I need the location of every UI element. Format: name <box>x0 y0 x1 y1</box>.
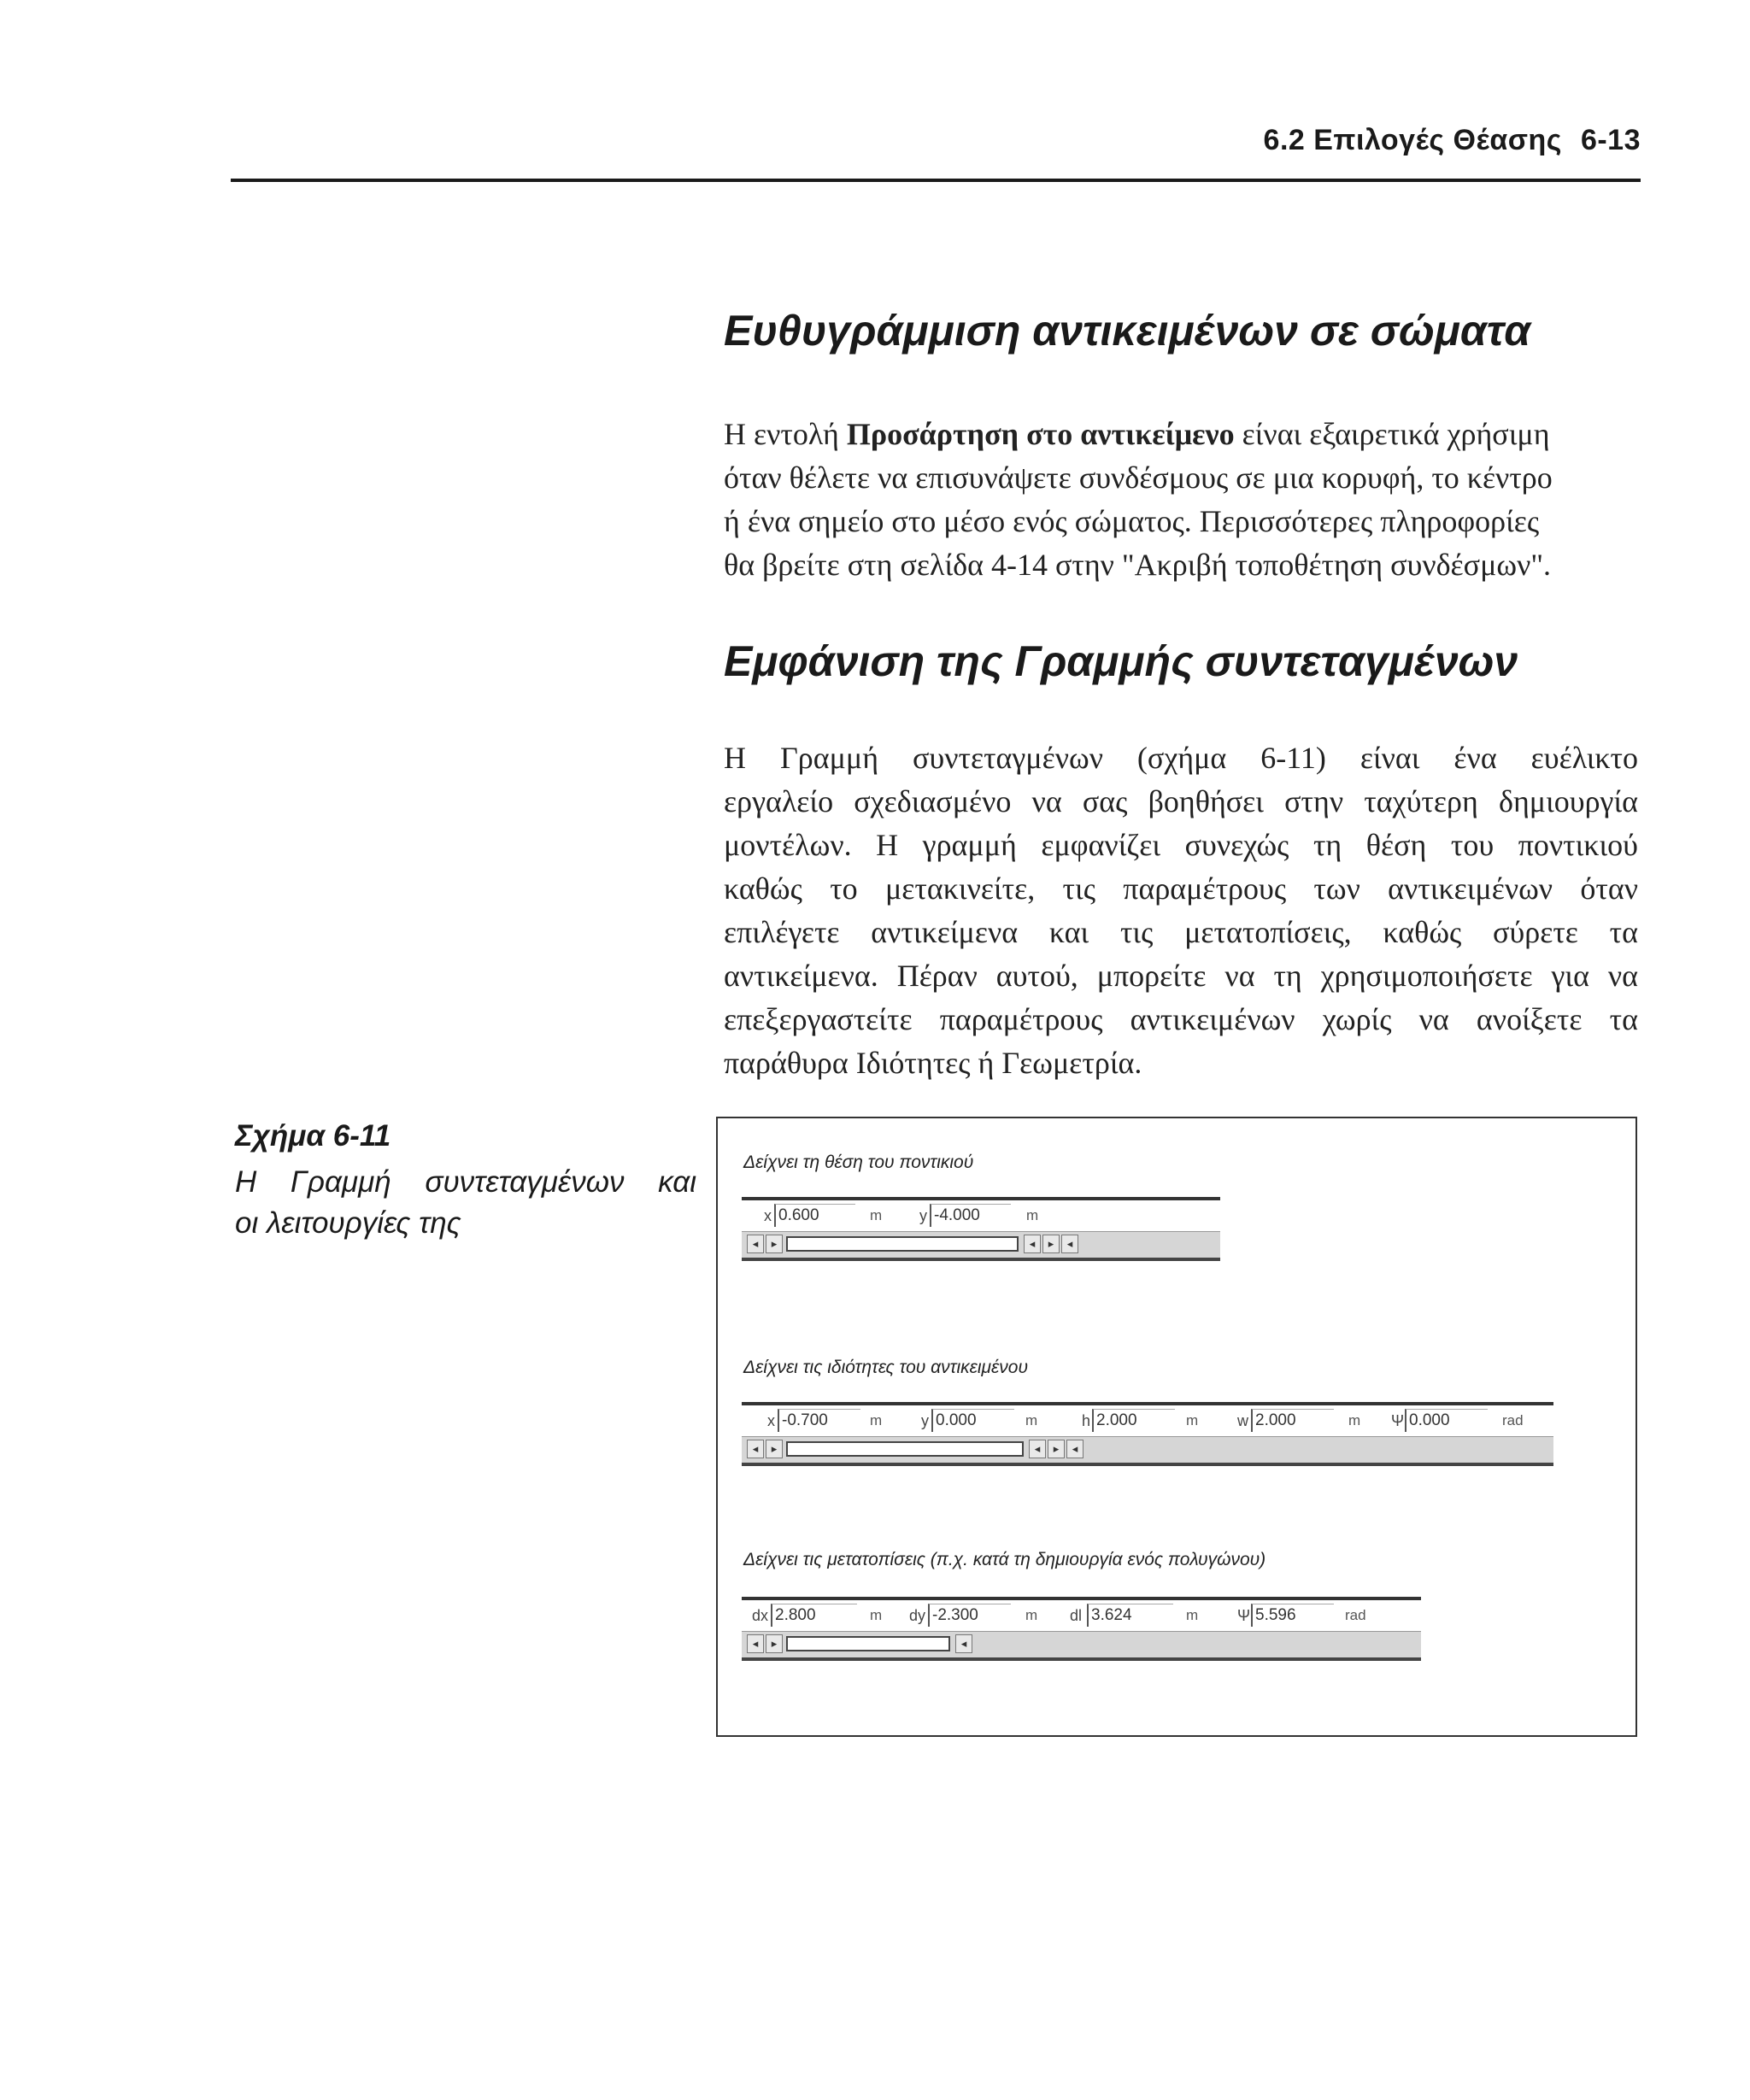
scroll-back-icon[interactable]: ◂ <box>1029 1440 1046 1458</box>
page-number: 6-13 <box>1580 124 1641 156</box>
angle-field[interactable]: 5.596 <box>1251 1604 1334 1627</box>
x-field[interactable]: 0.600 <box>774 1204 855 1227</box>
field-label: dl <box>1070 1607 1083 1624</box>
unit-label: m <box>1025 1412 1038 1428</box>
field-label: w <box>1237 1412 1248 1429</box>
scroll-back-icon[interactable]: ◂ <box>1024 1235 1041 1253</box>
field-label: Ψ <box>1237 1607 1251 1624</box>
scroll-step-icon[interactable]: ▸ <box>766 1634 783 1653</box>
header-section: 6.2 Επιλογές Θέασης <box>1263 124 1562 156</box>
angle-field[interactable]: 0.000 <box>1405 1409 1488 1432</box>
scroll-end-icon[interactable]: ▸ <box>1042 1235 1060 1253</box>
field-label: dx <box>752 1607 769 1624</box>
dx-field[interactable]: 2.800 <box>771 1604 857 1627</box>
field-label: y <box>919 1207 927 1224</box>
scroll-left-icon[interactable]: ◂ <box>747 1440 764 1458</box>
running-header <box>231 124 1641 157</box>
paragraph-align <box>724 413 1638 587</box>
para-line: Η Γραμμή συντεταγμένων (σχήμα 6-11) είναι ένα ευέλικτο <box>724 741 1638 775</box>
para-line: ή ένα σημείο στο μέσο ενός σώματος. Περισσότερες πληροφορίες <box>724 504 1540 538</box>
unit-label: rad <box>1345 1607 1366 1623</box>
x-field[interactable]: -0.700 <box>778 1409 860 1432</box>
scroll-back-icon[interactable]: ◂ <box>955 1634 972 1653</box>
scrollbar[interactable] <box>742 1631 1421 1657</box>
scroll-end-icon[interactable]: ▸ <box>1048 1440 1065 1458</box>
coordinate-bar-offsets <box>742 1597 1421 1661</box>
scroll-track[interactable] <box>786 1636 950 1651</box>
scrollbar[interactable] <box>742 1231 1220 1258</box>
unit-label: m <box>1186 1412 1199 1428</box>
scroll-left-icon[interactable]: ◂ <box>747 1634 764 1653</box>
dy-field[interactable]: -2.300 <box>928 1604 1011 1627</box>
dl-field[interactable]: 3.624 <box>1087 1604 1173 1627</box>
unit-label: m <box>870 1207 883 1223</box>
para-text: Η εντολή <box>724 417 847 451</box>
unit-label: m <box>870 1412 883 1428</box>
scroll-step-icon[interactable]: ▸ <box>766 1235 783 1253</box>
paragraph-coord-bar <box>724 736 1638 1085</box>
unit-label: m <box>1026 1207 1039 1223</box>
para-line: παράθυρα Ιδιότητες ή Γεωμετρία. <box>724 1046 1142 1080</box>
y-field[interactable]: 0.000 <box>931 1409 1014 1432</box>
field-label: dy <box>909 1607 926 1624</box>
figure-label-mouse: Δείχνει τη θέση του ποντικιού <box>743 1153 974 1172</box>
scroll-right-icon[interactable]: ◂ <box>1066 1440 1083 1458</box>
unit-label: m <box>1348 1412 1361 1428</box>
para-line: καθώς το μετακινείτε, τις παραμέτρους των αντικειμένων όταν <box>724 871 1638 906</box>
para-line: μοντέλων. Η γραμμή εμφανίζει συνεχώς τη θέση του ποντικιού <box>724 828 1638 862</box>
coordinate-bar-mouse <box>742 1197 1220 1261</box>
para-line: επιλέγετε αντικείμενα και τις μετατοπίσεις, καθώς σύρετε τα <box>724 915 1638 949</box>
y-field[interactable]: -4.000 <box>930 1204 1011 1227</box>
field-label: x <box>764 1207 772 1224</box>
unit-label: m <box>870 1607 883 1623</box>
scroll-step-icon[interactable]: ▸ <box>766 1440 783 1458</box>
caption-line: Η Γραμμή συντεταγμένων και <box>235 1165 696 1199</box>
field-label: h <box>1082 1412 1091 1429</box>
para-line: επεξεργαστείτε παραμέτρους αντικειμένων χωρίς να ανοίξετε τα <box>724 1002 1638 1036</box>
figure-caption <box>235 1119 696 1244</box>
figure-number: Σχήμα 6-11 <box>235 1119 391 1153</box>
caption-line: οι λειτουργίες της <box>235 1206 461 1240</box>
field-label: x <box>767 1412 775 1429</box>
width-field[interactable]: 2.000 <box>1251 1409 1334 1432</box>
header-rule <box>231 179 1641 182</box>
scroll-track[interactable] <box>786 1441 1024 1457</box>
figure-label-offsets: Δείχνει τις μετατοπίσεις (π.χ. κατά τη δημιουργία ενός πολυγώνου) <box>743 1550 1266 1569</box>
field-label: y <box>921 1412 929 1429</box>
scroll-left-icon[interactable]: ◂ <box>747 1235 764 1253</box>
para-line: θα βρείτε στη σελίδα 4-14 στην "Ακριβή τοποθέτηση συνδέσμων". <box>724 548 1552 582</box>
scrollbar[interactable] <box>742 1436 1553 1463</box>
section-title-coord-bar: Εμφάνιση της Γραμμής συντεταγμένων <box>724 637 1518 685</box>
coordinate-bar-properties <box>742 1402 1553 1466</box>
scroll-track[interactable] <box>786 1236 1019 1252</box>
para-text: είναι εξαιρετικά χρήσιμη <box>1234 417 1550 451</box>
figure-coordinate-bar <box>716 1117 1637 1737</box>
field-label: Ψ <box>1391 1412 1405 1429</box>
height-field[interactable]: 2.000 <box>1092 1409 1175 1432</box>
para-line: όταν θέλετε να επισυνάψετε συνδέσμους σε μια κορυφή, το κέντρο <box>724 460 1553 495</box>
unit-label: m <box>1025 1607 1038 1623</box>
unit-label: rad <box>1502 1412 1524 1428</box>
scroll-right-icon[interactable]: ◂ <box>1061 1235 1078 1253</box>
unit-label: m <box>1186 1607 1199 1623</box>
section-title-align: Ευθυγράμμιση αντικειμένων σε σώματα <box>724 307 1531 355</box>
figure-label-properties: Δείχνει τις ιδιότητες του αντικειμένου <box>743 1358 1029 1377</box>
para-line: εργαλείο σχεδιασμένο να σας βοηθήσει στην ταχύτερη δημιουργία <box>724 784 1638 818</box>
para-line: αντικείμενα. Πέραν αυτού, μπορείτε να τη χρησιμοποιήσετε για να <box>724 959 1638 993</box>
command-name-bold: Προσάρτηση στο αντικείμενο <box>846 417 1235 451</box>
